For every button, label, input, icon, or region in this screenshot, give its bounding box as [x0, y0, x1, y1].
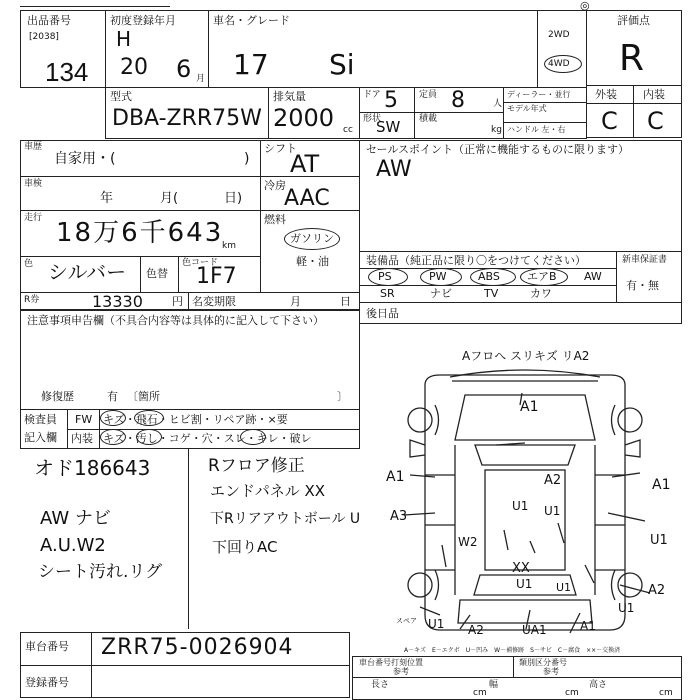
- note-auw: A.U.W2: [40, 535, 106, 556]
- color-code-value: 1F7: [196, 264, 237, 289]
- note-rear: 下Rリアアウトボール U: [210, 511, 361, 527]
- length-label: 長さ: [371, 680, 390, 690]
- capacity-divider: [415, 112, 503, 113]
- reference-label-2: 参考: [543, 667, 559, 676]
- ac-value: AAC: [284, 186, 330, 211]
- width-unit: cm: [565, 688, 579, 698]
- mark-a1-left: A1: [386, 469, 405, 485]
- repair-has: 有: [107, 390, 118, 403]
- eq-pw: PW: [429, 270, 447, 283]
- inspection-label: 車検: [24, 179, 43, 189]
- reg-month-value: 6: [176, 55, 192, 83]
- mileage-value: 18万6千643: [56, 218, 224, 248]
- dealer-box: [503, 87, 587, 139]
- fw-chip-circle: [134, 410, 164, 426]
- ac-label: 冷房: [264, 179, 286, 192]
- lot-code: [2038]: [29, 32, 59, 42]
- drive-4wd: 4WD: [548, 59, 570, 69]
- mark-a1-bottom: A1: [580, 619, 596, 633]
- int-wear-circle: [240, 429, 266, 445]
- color-change-label: 色替: [146, 267, 168, 280]
- recycle-col: [188, 292, 189, 310]
- displacement-value: 2000: [273, 104, 335, 132]
- exterior-label: 外装: [595, 88, 617, 101]
- length-unit: cm: [473, 688, 487, 698]
- interior-items: キズ・汚し・コゲ・穴・スレ・キレ・破レ: [103, 432, 312, 445]
- vin-position-label: 車台番号打刻位置: [359, 658, 423, 667]
- type-label: 型式: [110, 90, 132, 103]
- interior-label: 内装: [643, 88, 665, 101]
- inspection-year: 年: [100, 191, 114, 206]
- inspection-day: 日): [224, 191, 243, 206]
- spare-label: スペア: [396, 617, 417, 625]
- usage-close: ): [244, 151, 250, 167]
- title-day: 日: [340, 295, 351, 308]
- shift-value: AT: [290, 150, 320, 178]
- usage-value: 自家用・(: [54, 151, 116, 167]
- drive-2wd: 2WD: [548, 30, 570, 40]
- doors-divider: [360, 112, 414, 113]
- height-label: 高さ: [589, 680, 608, 690]
- color-value: シルバー: [48, 260, 127, 284]
- reg-year-value: 20: [120, 55, 148, 80]
- mark-u1-b: U1: [544, 504, 561, 518]
- selling-points-box: [359, 140, 682, 252]
- corner-mark: ◎: [580, 0, 590, 12]
- fuel-gas: ガソリン: [290, 232, 334, 245]
- fw-items: キズ・飛石・ヒビ割・リペア跡・×要: [103, 413, 288, 426]
- fuel-label: 燃料: [264, 213, 286, 226]
- grade-divider: [633, 85, 634, 137]
- mark-u1-roof: U1: [512, 499, 529, 513]
- lot-box: [20, 10, 106, 88]
- repair-close: 〕: [337, 390, 348, 403]
- dim-divider: [353, 677, 681, 678]
- notes-col-line: [188, 449, 189, 629]
- warranty-label: 新車保証書: [622, 255, 668, 265]
- int-scratch-circle: [100, 429, 126, 445]
- title-expiry-label: 名変期限: [192, 295, 236, 308]
- mark-a3-left: A3: [390, 509, 408, 524]
- dealer-divider: [504, 102, 586, 103]
- width-label: 幅: [489, 680, 499, 690]
- selling-points-value: AW: [376, 157, 412, 182]
- capacity-box: [414, 87, 504, 139]
- inspector-label-top: 検査員: [24, 413, 57, 426]
- inspection-month: 月(: [160, 191, 179, 206]
- after-box: [359, 302, 682, 324]
- load-label: 積載: [419, 114, 438, 124]
- grade-label-line: [587, 103, 681, 104]
- fw-scratch-circle: [100, 410, 126, 426]
- color-label: 色: [24, 259, 34, 269]
- lot-label: 出品番号: [27, 14, 71, 27]
- type-value: DBA-ZRR75W: [112, 106, 262, 131]
- chassis-value: ZRR75-0026904: [101, 635, 294, 660]
- dealer-label: ディーラー・並行: [507, 90, 571, 99]
- equipment-label: 装備品（純正品に限り〇をつけてください）: [366, 254, 586, 267]
- shape-value: SW: [376, 118, 401, 136]
- mark-a1-right: A1: [652, 477, 671, 493]
- score-divider: [587, 85, 681, 86]
- era-value: H: [116, 27, 132, 51]
- cc-unit: cc: [343, 125, 353, 135]
- mark-a2-right: A2: [544, 473, 562, 488]
- usage-label: 車歴: [24, 142, 43, 152]
- mark-ua1: UA1: [522, 623, 547, 637]
- diagram-top-note: Aフロへ スリキズ リA2: [462, 349, 590, 363]
- eq-navi: ナビ: [430, 287, 452, 300]
- recycle-label: R券: [24, 295, 40, 305]
- reference-label-1: 参考: [393, 667, 409, 676]
- model-year-divider: [504, 122, 586, 123]
- type-box: [105, 87, 269, 139]
- model-year-label: モデル年式: [507, 104, 547, 113]
- note-seat: シート汚れ.リグ: [38, 562, 163, 582]
- row-line-1: [20, 176, 260, 177]
- inspector-label-bottom: 記入欄: [24, 431, 57, 444]
- exterior-grade: C: [601, 107, 618, 135]
- doors-value: 5: [384, 88, 398, 113]
- note-odometer: オド186643: [34, 456, 151, 480]
- model-box: [208, 10, 538, 88]
- interior-grade: C: [647, 107, 664, 135]
- warranty-col: [616, 252, 617, 302]
- col-line: [260, 140, 261, 292]
- damage-diagram: [380, 345, 690, 645]
- mark-u1-rear: U1: [516, 577, 533, 591]
- interior-check-label: 内装: [71, 432, 93, 445]
- inspector-box: [20, 409, 360, 449]
- mark-u1-bottom-left: U1: [428, 617, 445, 631]
- fw-label: FW: [75, 413, 93, 426]
- first-reg-label: 初度登録年月: [110, 14, 176, 27]
- mark-u1-far-right: U1: [618, 601, 635, 615]
- eq-aw: AW: [584, 270, 602, 283]
- chassis-label: 車台番号: [25, 640, 69, 653]
- reg-label: 登録番号: [25, 676, 69, 689]
- kg-unit: kg: [491, 125, 502, 135]
- score-value: R: [619, 38, 645, 79]
- capacity-value: 8: [451, 88, 465, 113]
- person-unit: 人: [493, 99, 503, 109]
- shift-label: シフト: [264, 142, 297, 155]
- dim-col: [513, 657, 514, 677]
- notes-label: 注意事項申告欄（不具合内容等は具体的に記入して下さい）: [27, 314, 324, 327]
- model-label: 車名・グレード: [213, 14, 290, 27]
- warranty-value: 有・無: [626, 279, 659, 292]
- row-line-2: [20, 210, 260, 211]
- km-unit: km: [222, 241, 236, 251]
- fuel-diesel: 軽・油: [296, 255, 329, 268]
- color-code-label: 色コード: [182, 258, 219, 268]
- drive-box: [537, 10, 587, 88]
- mark-w2: W2: [458, 535, 478, 549]
- category-label: 類別区分番号: [519, 658, 567, 667]
- mark-xx: XX: [512, 561, 530, 576]
- chassis-divider: [21, 665, 349, 666]
- mark-a2-rear: A2: [648, 583, 666, 598]
- selling-points-label: セールスポイント（正常に機能するものに限ります）: [366, 143, 630, 156]
- eq-ps: PS: [378, 270, 392, 283]
- note-under: 下回りAC: [212, 538, 278, 556]
- month-unit: 月: [196, 74, 206, 84]
- repair-history-label: 修復歴: [41, 390, 74, 403]
- mark-a1-hood: A1: [520, 399, 539, 415]
- doors-label: ドア: [363, 90, 381, 100]
- shape-label: 形状: [363, 114, 382, 124]
- eq-sr: SR: [380, 287, 395, 300]
- displacement-box: [268, 87, 360, 139]
- displacement-label: 排気量: [273, 90, 306, 103]
- title-month: 月: [290, 295, 301, 308]
- notes-box: [20, 310, 360, 410]
- note-aw-navi: AW ナビ: [40, 508, 111, 529]
- recycle-value: 13330: [92, 292, 143, 311]
- color-col-1: [140, 256, 141, 292]
- damage-legend: A－キズ E－エクボ U－凹み W－補修跡 S－サビ C－腐食 ××－交換済: [404, 647, 621, 654]
- int-dirt-circle: [136, 429, 162, 445]
- eq-airbag: エアB: [527, 270, 557, 283]
- mark-a2-bottom: A2: [468, 623, 484, 637]
- mark-u1-right: U1: [650, 533, 668, 548]
- score-label: 評価点: [617, 14, 650, 27]
- mileage-label: 走行: [24, 213, 43, 223]
- yen-unit: 円: [172, 295, 183, 308]
- lot-number: 134: [45, 57, 89, 87]
- row-line-4: [20, 292, 360, 293]
- first-reg-box: [105, 10, 209, 88]
- doors-box: [359, 87, 415, 139]
- eq-tv: TV: [484, 287, 499, 300]
- note-floor: Rフロア修正: [208, 456, 305, 476]
- after-label: 後日品: [366, 307, 399, 320]
- dimensions-box: [352, 656, 682, 700]
- grade-value: Si: [329, 48, 355, 81]
- note-endpanel: エンドパネル XX: [210, 482, 326, 500]
- score-box: [586, 10, 682, 138]
- repair-location: 〔箇所: [127, 390, 160, 403]
- eq-leather: カワ: [530, 287, 552, 300]
- top-rule: [20, 6, 170, 7]
- eq-abs: ABS: [478, 270, 500, 283]
- handle-label: ハンドル 左・右: [507, 125, 566, 134]
- chassis-box: [20, 632, 350, 698]
- capacity-label: 定員: [419, 90, 438, 100]
- color-col-2: [178, 256, 179, 292]
- model-value: 17: [233, 48, 269, 81]
- mark-u1-tail: U1: [556, 581, 572, 594]
- height-unit: cm: [659, 688, 673, 698]
